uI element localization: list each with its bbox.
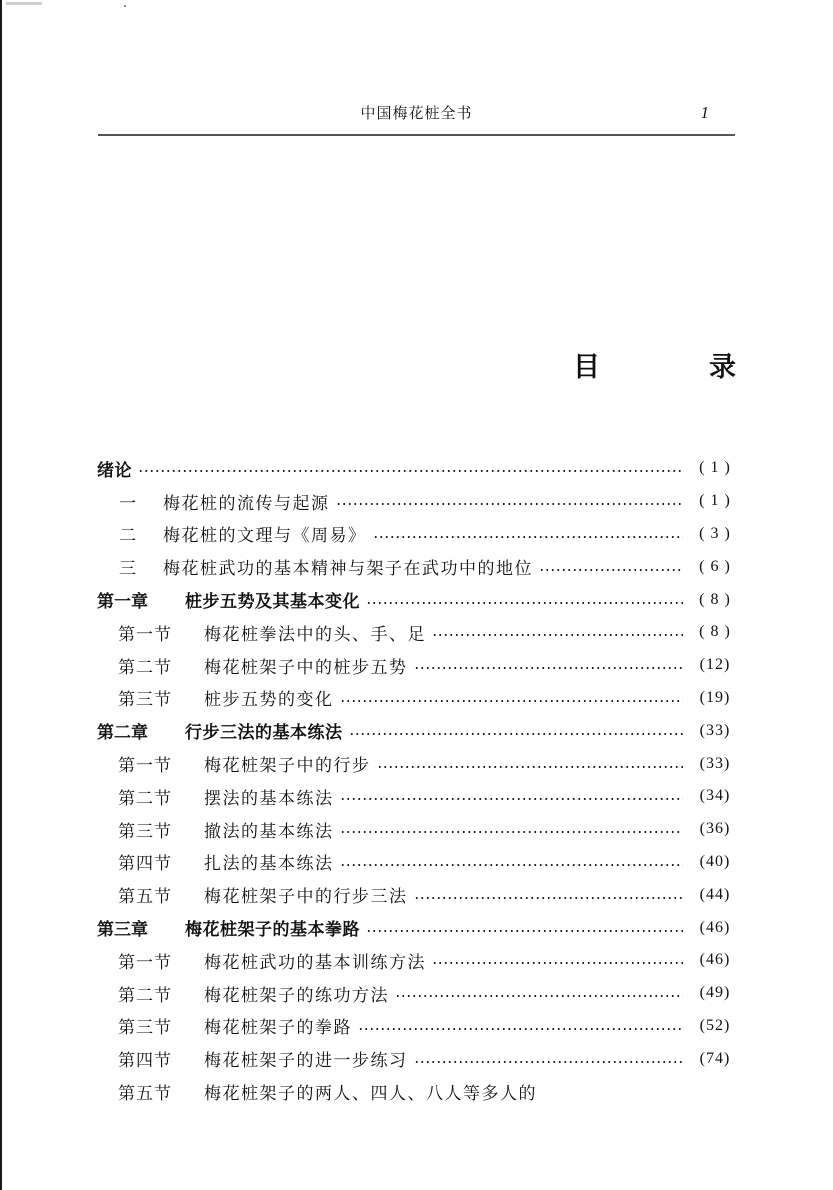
toc-section-entry[interactable] (97, 649, 737, 682)
entry-number: 第五节 (118, 1084, 172, 1105)
entry-title: 梅花桩架子中的行步三法 (204, 887, 408, 908)
dot-leader (539, 569, 683, 571)
table-of-contents (97, 452, 737, 1108)
dot-leader (138, 470, 683, 472)
dot-leader (432, 634, 683, 636)
entry-title: 扎法的基本练法 (204, 854, 334, 875)
toc-section-entry[interactable] (97, 1042, 737, 1075)
entry-title: 梅花桩架子的拳路 (204, 1018, 352, 1039)
entry-page-number: (36) (699, 820, 731, 838)
entry-number: 第二章 (97, 723, 148, 744)
dot-leader (414, 897, 684, 899)
entry-title: 行步三法的基本练法 (185, 723, 343, 744)
entry-page-number: (12) (699, 656, 731, 674)
entry-number: 第一节 (118, 952, 172, 973)
entry-page-number: (46) (699, 951, 731, 969)
entry-page-number: (34) (699, 787, 731, 805)
entry-number: 第三章 (97, 920, 148, 941)
entry-page-number: ( 8 ) (699, 623, 731, 641)
book-title: 中国梅花桩全书 (360, 104, 473, 122)
toc-section-entry[interactable] (97, 878, 737, 911)
entry-page-number: (33) (699, 721, 731, 739)
entry-number: 第四节 (118, 1051, 172, 1072)
toc-heading (570, 348, 736, 388)
dot-leader (340, 831, 684, 833)
dot-leader (336, 503, 684, 505)
entry-number: 第五节 (118, 887, 172, 908)
entry-title: 梅花桩架子中的行步 (204, 756, 371, 777)
entry-title: 梅花桩架子的基本拳路 (185, 920, 360, 941)
entry-title: 梅花桩拳法中的头、手、足 (204, 624, 426, 645)
entry-number: 第一章 (97, 592, 148, 613)
entry-page-number: ( 6 ) (699, 557, 731, 575)
toc-section-entry[interactable] (97, 813, 737, 846)
toc-chapter-entry[interactable] (97, 452, 737, 485)
toc-section-entry[interactable] (97, 977, 737, 1010)
toc-chapter-entry[interactable] (97, 911, 737, 944)
toc-section-entry[interactable] (97, 616, 737, 649)
entry-page-number: ( 8 ) (699, 590, 731, 608)
page-number: 1 (700, 103, 709, 122)
entry-number: 第三节 (118, 821, 172, 842)
entry-title: 桩步五势的变化 (204, 690, 334, 711)
entry-number: 第三节 (118, 1018, 172, 1039)
toc-section-entry[interactable] (97, 518, 737, 551)
entry-title: 梅花桩架子的进一步练习 (204, 1051, 408, 1072)
entry-number: 第二节 (118, 657, 172, 678)
dot-leader (373, 536, 684, 538)
entry-number: 第二节 (118, 985, 172, 1006)
dot-leader (340, 798, 684, 800)
toc-heading-char-1: 目 (573, 352, 600, 383)
header-rule (98, 134, 735, 136)
entry-number: 三 (119, 559, 137, 580)
dot-leader (377, 766, 684, 768)
entry-page-number: (40) (699, 852, 731, 870)
toc-chapter-entry[interactable] (97, 714, 737, 747)
entry-title: 梅花桩武功的基本训练方法 (204, 952, 426, 973)
dot-leader (414, 667, 684, 669)
entry-page-number: ( 3 ) (699, 524, 731, 542)
entry-number: 二 (119, 526, 137, 547)
toc-section-entry[interactable] (97, 550, 737, 583)
running-head (98, 103, 735, 133)
dot-leader (340, 700, 684, 702)
entry-page-number: (49) (699, 984, 731, 1002)
toc-section-entry[interactable] (97, 747, 737, 780)
entry-title: 梅花桩的文理与《周易》 (163, 526, 367, 547)
toc-chapter-entry[interactable] (97, 583, 737, 616)
entry-title: 梅花桩架子的练功方法 (204, 985, 389, 1006)
entry-number: 第二节 (118, 788, 172, 809)
dot-leader (414, 1061, 684, 1063)
entry-page-number: ( 1 ) (699, 492, 731, 510)
entry-number: 第四节 (118, 854, 172, 875)
entry-title: 梅花桩的流传与起源 (163, 493, 330, 514)
entry-number: 第一节 (118, 756, 172, 777)
entry-page-number: (74) (699, 1049, 731, 1067)
entry-page-number: (46) (699, 918, 731, 936)
toc-section-entry[interactable] (97, 682, 737, 715)
entry-page-number: (19) (699, 688, 731, 706)
entry-number: 第一节 (118, 624, 172, 645)
dot-leader (395, 995, 683, 997)
toc-section-entry[interactable] (97, 1075, 737, 1108)
entry-title: 梅花桩架子的两人、四人、八人等多人的 (204, 1084, 537, 1105)
entry-page-number: (44) (699, 885, 731, 903)
entry-number: 第三节 (118, 690, 172, 711)
entry-number: 一 (119, 493, 137, 514)
scan-artifact (6, 2, 42, 5)
toc-heading-char-2: 录 (709, 352, 736, 383)
dot-leader (340, 864, 684, 866)
dot-leader (366, 930, 683, 932)
entry-page-number: ( 1 ) (699, 459, 731, 477)
entry-title: 绪论 (97, 460, 132, 481)
toc-section-entry[interactable] (97, 780, 737, 813)
entry-title: 撤法的基本练法 (204, 821, 334, 842)
toc-section-entry[interactable] (97, 944, 737, 977)
dot-leader (349, 733, 684, 735)
entry-title: 梅花桩架子中的桩步五势 (204, 657, 408, 678)
entry-title: 桩步五势及其基本变化 (185, 592, 360, 613)
toc-section-entry[interactable] (97, 846, 737, 879)
entry-title: 梅花桩武功的基本精神与架子在武功中的地位 (163, 559, 533, 580)
scan-artifact-dot (124, 5, 126, 7)
page-left-edge (0, 0, 2, 1190)
toc-section-entry[interactable] (97, 485, 737, 518)
dot-leader (366, 602, 683, 604)
dot-leader (432, 962, 683, 964)
entry-title: 摆法的基本练法 (204, 788, 334, 809)
entry-page-number: (33) (699, 754, 731, 772)
entry-page-number: (52) (699, 1016, 731, 1034)
dot-leader (358, 1028, 683, 1030)
toc-section-entry[interactable] (97, 1010, 737, 1043)
